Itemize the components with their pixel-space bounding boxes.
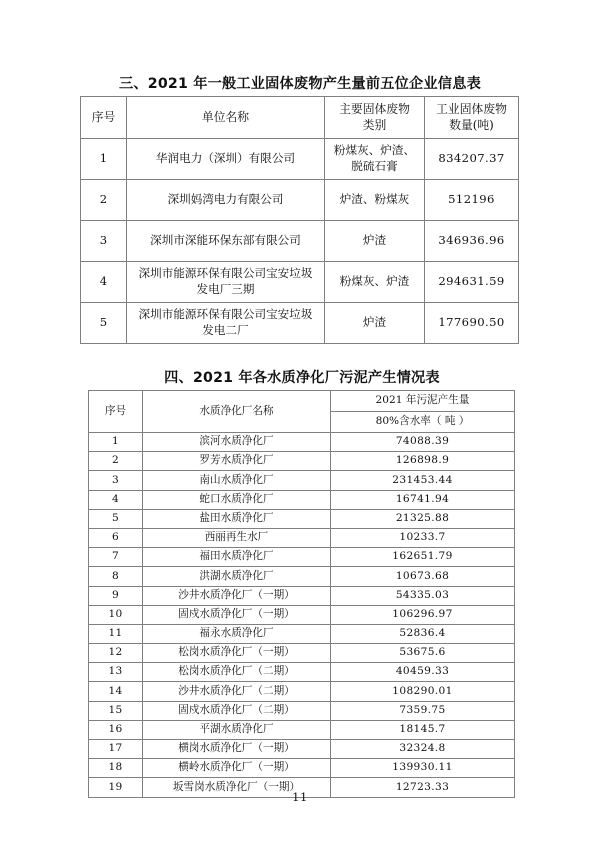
cell-unit-name: 深圳市深能环保东部有限公司 — [127, 221, 325, 262]
cell-index: 9 — [89, 586, 143, 605]
header-quantity-line1: 工业固体废物 — [436, 101, 507, 116]
cell-index: 15 — [89, 701, 143, 720]
cell-plant-name: 蛇口水质净化厂 — [143, 490, 331, 509]
cell-unit-name-line2: 发电二厂 — [202, 323, 249, 337]
cell-plant-name: 盐田水质净化厂 — [143, 509, 331, 528]
cell-plant-name: 坂雪岗水质净化厂（一期） — [143, 778, 331, 797]
cell-index: 19 — [89, 778, 143, 797]
section-title-sludge: 四、2021 年各水质净化厂污泥产生情况表 — [164, 370, 440, 386]
cell-index: 17 — [89, 740, 143, 759]
header-plant-name: 水质净化厂名称 — [143, 391, 331, 433]
cell-waste-type: 炉渣 — [325, 303, 425, 344]
cell-index: 5 — [89, 509, 143, 528]
table-row — [89, 509, 515, 528]
table-row — [89, 548, 515, 567]
cell-index: 8 — [89, 567, 143, 586]
cell-plant-name: 沙井水质净化厂（一期） — [143, 586, 331, 605]
cell-index: 3 — [81, 221, 127, 262]
cell-plant-name: 南山水质净化厂 — [143, 471, 331, 490]
header-index: 序号 — [81, 97, 127, 139]
cell-amount: 53675.6 — [331, 644, 515, 663]
cell-plant-name: 横岭水质净化厂（一期） — [143, 759, 331, 778]
cell-amount: 18145.7 — [331, 720, 515, 739]
cell-plant-name: 松岗水质净化厂（一期） — [143, 644, 331, 663]
cell-plant-name: 西丽再生水厂 — [143, 528, 331, 547]
cell-amount: 139930.11 — [331, 759, 515, 778]
cell-amount: 32324.8 — [331, 740, 515, 759]
cell-waste-type: 炉渣、粉煤灰 — [325, 180, 425, 221]
table-row — [89, 701, 515, 720]
cell-amount: 126898.9 — [331, 452, 515, 471]
cell-waste-type-line1: 粉煤灰、炉渣、 — [333, 143, 416, 158]
cell-plant-name: 滨河水质净化厂 — [143, 433, 331, 452]
cell-plant-name: 固戍水质净化厂（二期） — [143, 701, 331, 720]
header-unit-name: 单位名称 — [127, 97, 325, 139]
table-row — [89, 624, 515, 643]
cell-unit-name: 华润电力（深圳）有限公司 — [127, 139, 325, 180]
cell-index: 18 — [89, 759, 143, 778]
table-row — [89, 759, 515, 778]
table-row — [89, 433, 515, 452]
cell-amount: 7359.75 — [331, 701, 515, 720]
cell-index: 3 — [89, 471, 143, 490]
table-row — [81, 139, 519, 180]
table-row — [81, 303, 519, 344]
table-row — [89, 471, 515, 490]
header-index: 序号 — [89, 391, 143, 433]
page-number: 11 — [292, 790, 308, 804]
cell-amount: 52836.4 — [331, 624, 515, 643]
cell-index: 2 — [89, 452, 143, 471]
table-row — [89, 644, 515, 663]
cell-amount: 10233.7 — [331, 528, 515, 547]
cell-index: 10 — [89, 605, 143, 624]
table-row — [89, 490, 515, 509]
cell-index: 16 — [89, 720, 143, 739]
cell-unit-name — [127, 262, 325, 303]
cell-amount: 54335.03 — [331, 586, 515, 605]
table-header-row — [81, 97, 519, 139]
table-row — [89, 605, 515, 624]
cell-amount: 10673.68 — [331, 567, 515, 586]
cell-index: 12 — [89, 644, 143, 663]
cell-waste-type: 粉煤灰、炉渣 — [325, 262, 425, 303]
cell-index: 1 — [89, 433, 143, 452]
cell-plant-name: 罗芳水质净化厂 — [143, 452, 331, 471]
cell-plant-name: 洪湖水质净化厂 — [143, 567, 331, 586]
table-row — [89, 740, 515, 759]
table-row — [89, 528, 515, 547]
cell-plant-name: 福永水质净化厂 — [143, 624, 331, 643]
industrial-solid-waste-table — [80, 96, 519, 344]
sludge-production-table — [88, 390, 515, 798]
header-amount-top: 2021 年污泥产生量 — [331, 391, 515, 412]
cell-amount: 12723.33 — [331, 778, 515, 797]
cell-plant-name: 固戍水质净化厂（一期） — [143, 605, 331, 624]
cell-index: 7 — [89, 548, 143, 567]
table-row — [81, 221, 519, 262]
table-row — [89, 567, 515, 586]
header-quantity-line2: 数量(吨) — [449, 117, 494, 132]
cell-index: 13 — [89, 663, 143, 682]
cell-amount: 108290.01 — [331, 682, 515, 701]
header-waste-type-line2: 类别 — [362, 117, 387, 132]
cell-index: 2 — [81, 180, 127, 221]
cell-amount: 106296.97 — [331, 605, 515, 624]
cell-index: 1 — [81, 139, 127, 180]
section-title-industrial-waste: 三、2021 年一般工业固体废物产生量前五位企业信息表 — [119, 76, 481, 92]
table-row — [89, 452, 515, 471]
table-row — [89, 663, 515, 682]
cell-unit-name: 深圳妈湾电力有限公司 — [127, 180, 325, 221]
cell-unit-name — [127, 303, 325, 344]
cell-amount: 231453.44 — [331, 471, 515, 490]
header-waste-type-line1: 主要固体废物 — [339, 101, 410, 116]
cell-unit-name-line1: 深圳市能源环保有限公司宝安垃圾 — [138, 266, 313, 281]
table-header-row-top — [89, 391, 515, 412]
cell-amount: 162651.79 — [331, 548, 515, 567]
cell-plant-name: 松岗水质净化厂（二期） — [143, 663, 331, 682]
cell-quantity: 177690.50 — [425, 303, 519, 344]
cell-quantity: 834207.37 — [425, 139, 519, 180]
cell-index: 14 — [89, 682, 143, 701]
cell-index: 5 — [81, 303, 127, 344]
cell-waste-type: 炉渣 — [325, 221, 425, 262]
table-row — [89, 682, 515, 701]
cell-amount: 21325.88 — [331, 509, 515, 528]
cell-plant-name: 沙井水质净化厂（二期） — [143, 682, 331, 701]
cell-index: 4 — [89, 490, 143, 509]
cell-waste-type — [325, 139, 425, 180]
cell-amount: 40459.33 — [331, 663, 515, 682]
cell-waste-type-line2: 脱硫石膏 — [351, 159, 398, 173]
cell-index: 4 — [81, 262, 127, 303]
cell-unit-name-line1: 深圳市能源环保有限公司宝安垃圾 — [138, 307, 313, 322]
header-amount-bottom: 80%含水率（ 吨 ） — [331, 412, 515, 433]
table-row — [89, 586, 515, 605]
cell-amount: 74088.39 — [331, 433, 515, 452]
table-row — [81, 262, 519, 303]
cell-plant-name: 横岗水质净化厂（一期） — [143, 740, 331, 759]
cell-quantity: 294631.59 — [425, 262, 519, 303]
cell-index: 6 — [89, 528, 143, 547]
table-row — [89, 720, 515, 739]
cell-amount: 16741.94 — [331, 490, 515, 509]
header-waste-type — [325, 97, 425, 139]
cell-plant-name: 平湖水质净化厂 — [143, 720, 331, 739]
cell-quantity: 346936.96 — [425, 221, 519, 262]
cell-quantity: 512196 — [425, 180, 519, 221]
cell-plant-name: 福田水质净化厂 — [143, 548, 331, 567]
table-row — [81, 180, 519, 221]
cell-unit-name-line2: 发电厂三期 — [196, 282, 255, 296]
cell-index: 11 — [89, 624, 143, 643]
header-quantity — [425, 97, 519, 139]
